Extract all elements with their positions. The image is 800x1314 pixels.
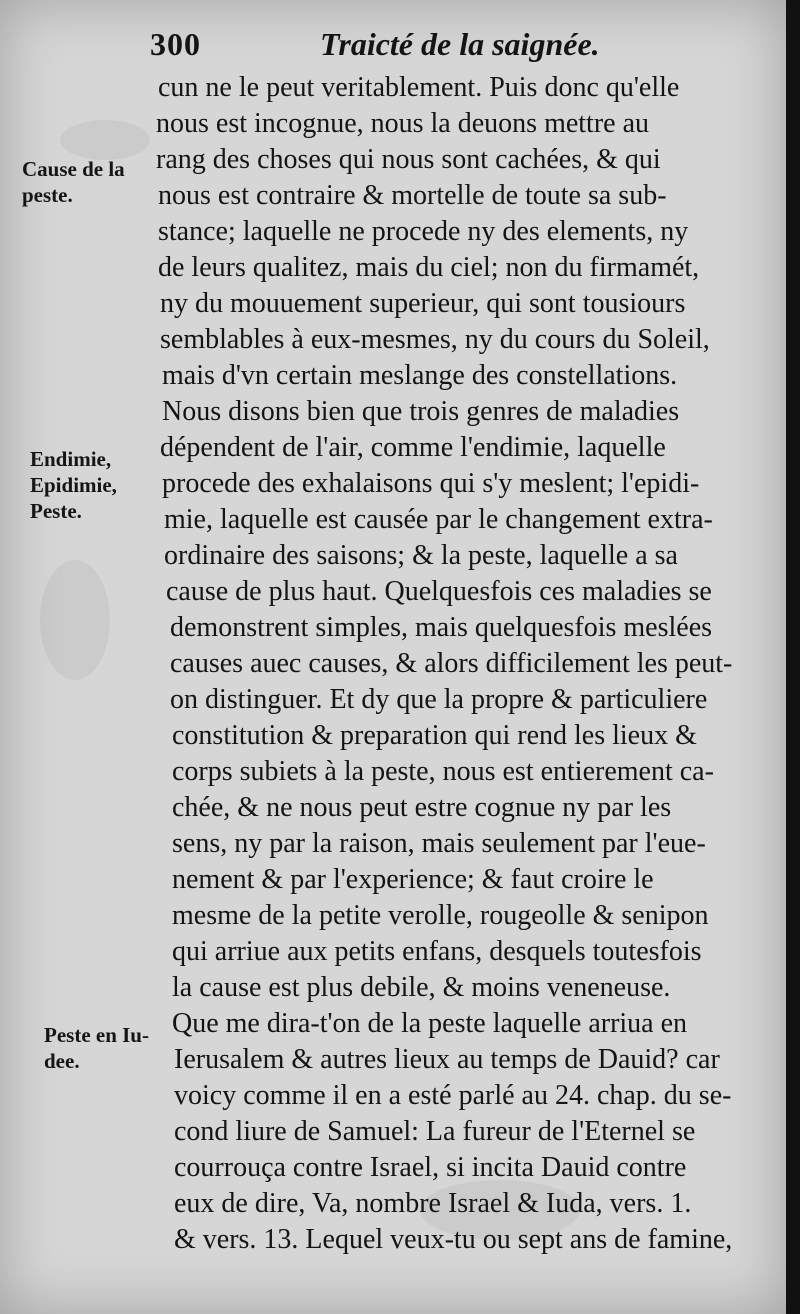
text-line: cause de plus haut. Quelquesfois ces maladies se xyxy=(166,576,712,607)
text-line: rang des choses qui nous sont cachées, & qui xyxy=(156,144,661,175)
margin-note-cause-peste xyxy=(22,156,125,208)
text-line: mais d'vn certain meslange des constellations. xyxy=(162,360,678,391)
margin-notes xyxy=(0,0,150,1314)
text-line: procede des exhalaisons qui s'y meslent; l'epidi- xyxy=(162,468,700,499)
page-title: Traicté de la saignée. xyxy=(320,26,600,62)
text-line: corps subiets à la peste, nous est entierement ca- xyxy=(172,756,714,787)
text-line: voicy comme il en a esté parlé au 24. chap. du se- xyxy=(174,1080,732,1111)
margin-note-line: Epidimie, xyxy=(30,473,117,497)
text-line: nous est incognue, nous la deuons mettre au xyxy=(156,108,650,139)
text-line: cun ne le peut veritablement. Puis donc qu'elle xyxy=(158,72,680,103)
text-line: mesme de la petite verolle, rougeolle & senipon xyxy=(172,900,709,931)
text-line: de leurs qualitez, mais du ciel; non du firmamét, xyxy=(158,252,700,283)
margin-note-peste-iudee xyxy=(44,1022,149,1074)
text-line: cond liure de Samuel: La fureur de l'Eternel se xyxy=(174,1116,696,1147)
text-line: chée, & ne nous peut estre cognue ny par les xyxy=(172,792,672,823)
text-line: ny du mouuement superieur, qui sont tousiours xyxy=(160,288,686,319)
margin-note-line: Peste en Iu- xyxy=(44,1023,149,1047)
text-line: & vers. 13. Lequel veux-tu ou sept ans de famine, xyxy=(174,1224,733,1255)
text-line: la cause est plus debile, & moins veneneuse. xyxy=(172,972,671,1003)
text-line: qui arriue aux petits enfans, desquels toutesfois xyxy=(172,936,702,967)
text-line: eux de dire, Va, nombre Israel & Iuda, vers. 1. xyxy=(174,1188,692,1219)
text-line: dépendent de l'air, comme l'endimie, laquelle xyxy=(160,432,666,463)
running-head xyxy=(150,26,750,74)
margin-note-line: Peste. xyxy=(30,499,82,523)
text-line: nous est contraire & mortelle de toute sa sub- xyxy=(158,180,667,211)
text-line: courrouça contre Israel, si incita Dauid contre xyxy=(174,1152,687,1183)
text-line: nement & par l'experience; & faut croire le xyxy=(172,864,654,895)
text-line: causes auec causes, & alors difficilement les peut- xyxy=(170,648,733,679)
text-line: Nous disons bien que trois genres de maladies xyxy=(162,396,680,427)
page-edge-shadow xyxy=(786,0,800,1314)
margin-note-endimie xyxy=(30,446,117,524)
text-line: constitution & preparation qui rend les lieux & xyxy=(172,720,697,751)
text-line: stance; laquelle ne procede ny des elements, ny xyxy=(158,216,689,247)
text-line: semblables à eux-mesmes, ny du cours du Soleil, xyxy=(160,324,710,355)
text-line: ordinaire des saisons; & la peste, laquelle a sa xyxy=(164,540,678,571)
text-line: Ierusalem & autres lieux au temps de Dauid? car xyxy=(174,1044,720,1075)
text-line: mie, laquelle est causée par le changement extra- xyxy=(164,504,713,535)
text-line: Que me dira-t'on de la peste laquelle arriua en xyxy=(172,1008,688,1039)
text-line: on distinguer. Et dy que la propre & particuliere xyxy=(170,684,708,715)
margin-note-line: dee. xyxy=(44,1049,80,1073)
text-line: sens, ny par la raison, mais seulement par l'eue- xyxy=(172,828,706,859)
page-number: 300 xyxy=(150,26,201,62)
margin-note-line: Cause de la xyxy=(22,157,125,181)
text-line: demonstrent simples, mais quelquesfois meslées xyxy=(170,612,713,643)
margin-note-line: peste. xyxy=(22,183,73,207)
margin-note-line: Endimie, xyxy=(30,447,112,471)
